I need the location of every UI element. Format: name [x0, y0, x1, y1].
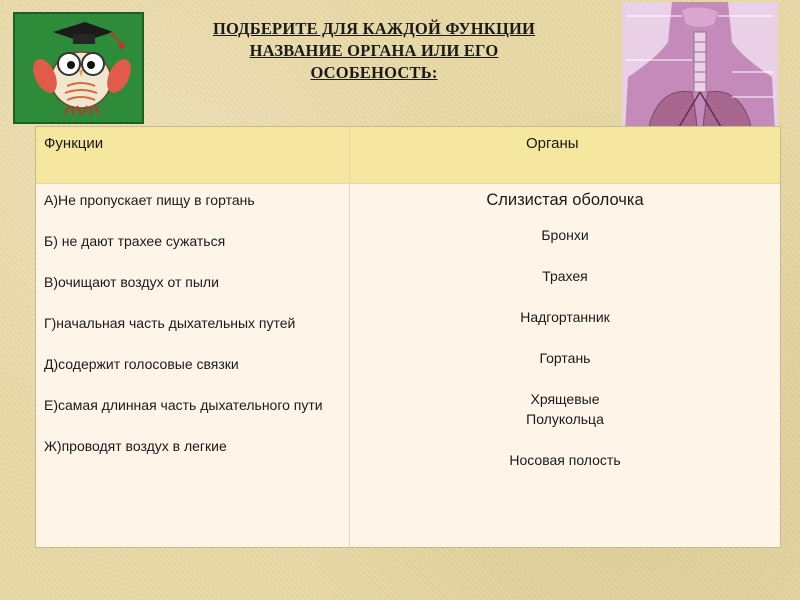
- functions-organs-table: [35, 126, 781, 548]
- organs-column-header: Органы: [526, 135, 579, 152]
- owl-logo-image: [13, 12, 144, 124]
- functions-list: [44, 190, 344, 477]
- function-item-e: Е)самая длинная часть дыхательного пути: [44, 397, 323, 413]
- slide-title: ПОДБЕРИТЕ ДЛЯ КАЖДОЙ ФУНКЦИИ НАЗВАНИЕ ОРГАНА ИЛИ ЕГО ОСОБЕНОСТЬ:: [212, 19, 536, 82]
- function-item-v: В)очищают воздух от пыли: [44, 274, 219, 290]
- function-item-zh: Ж)проводят воздух в легкие: [44, 438, 227, 454]
- organ-item: Трахея: [542, 268, 588, 284]
- functions-column-header: Функции: [44, 135, 104, 152]
- organs-list: [350, 190, 780, 491]
- function-item-a: А)Не пропускает пищу в гортань: [44, 192, 255, 208]
- organ-item: Носовая полость: [509, 452, 621, 468]
- function-item-d: Д)содержит голосовые связки: [44, 356, 239, 372]
- organ-item: Надгортанник: [520, 309, 610, 325]
- organs-heading: Слизистая оболочка: [486, 191, 644, 209]
- function-item-g: Г)начальная часть дыхательных путей: [44, 315, 296, 331]
- organ-item: Хрящевые Полукольца: [526, 391, 604, 427]
- owl-icon: [15, 14, 142, 122]
- table-header-row: [36, 127, 780, 183]
- function-item-b: Б) не дают трахее сужаться: [44, 233, 226, 249]
- table-body-row: [36, 184, 780, 547]
- organ-item: Бронхи: [541, 227, 589, 243]
- organ-item: Гортань: [539, 350, 591, 366]
- column-divider: [349, 127, 350, 547]
